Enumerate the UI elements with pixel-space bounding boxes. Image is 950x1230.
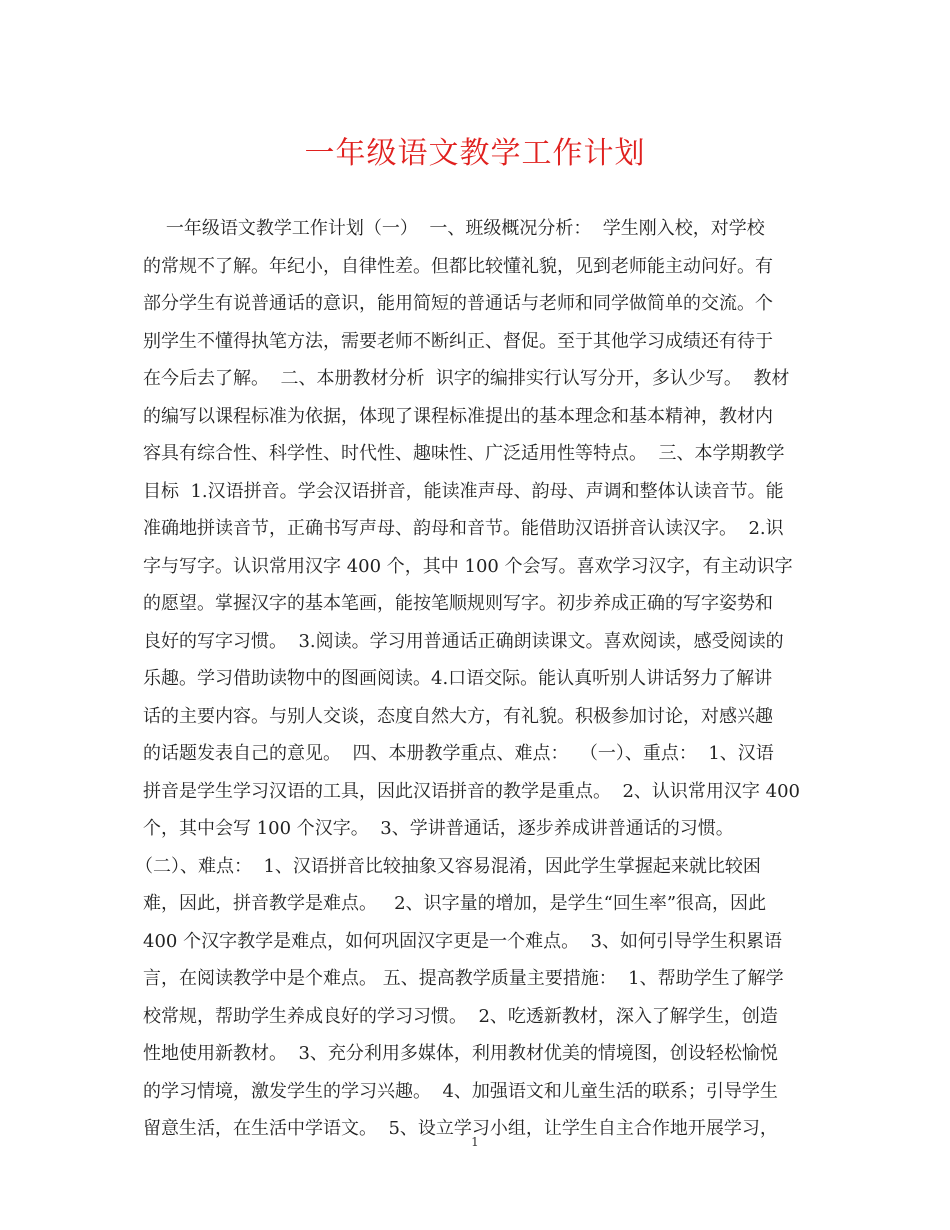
body-line: （二）、难点： 1、汉语拼音比较抽象又容易混淆，因此学生掌握起来就比较困: [135, 855, 761, 877]
body-line: 乐趣。学习借助读物中的图画阅读。4.口语交际。能认真听别人讲话努力了解讲: [143, 668, 773, 689]
body-line: 言，在阅读教学中是个难点。 五、提高教学质量主要措施： 1、帮助学生了解学: [143, 968, 784, 989]
body-line: 留意生活，在生活中学语文。 5、设立学习小组，让学生自主合作地开展学习，: [143, 1118, 778, 1139]
document-body: [135, 210, 811, 1148]
body-line: 在今后去了解。 二、本册教材分析 识字的编排实行认写分开，多认少写。 教材: [143, 368, 790, 389]
body-line: 的愿望。掌握汉字的基本笔画，能按笔顺规则写字。初步养成正确的写字姿势和: [143, 593, 773, 614]
body-line: 一年级语文教学工作计划（一） 一、班级概况分析： 学生刚入校，对学校: [143, 218, 765, 239]
body-line: 容具有综合性、科学性、时代性、趣味性、广泛适用性等特点。 三、本学期教学: [143, 443, 785, 464]
body-line: 校常规，帮助学生养成良好的学习习惯。 2、吃透新教材，深入了解学生，创造: [143, 1005, 778, 1027]
body-line: 的常规不了解。年纪小，自律性差。但都比较懂礼貌，见到老师能主动问好。有: [143, 255, 773, 277]
body-line: 话的主要内容。与别人交谈，态度自然大方，有礼貌。积极参加讨论，对感兴趣: [143, 705, 773, 727]
document-title: 一年级语文教学工作计划: [304, 136, 646, 171]
body-line: 性地使用新教材。 3、充分利用多媒体，利用教材优美的情境图，创设轻松愉悦: [143, 1043, 778, 1064]
body-line: 400 个汉字教学是难点，如何巩固汉字更是一个难点。 3、如何引导学生积累语: [143, 930, 782, 952]
body-line: 目标 1.汉语拼音。学会汉语拼音，能读准声母、韵母、声调和整体认读音节。能: [143, 480, 784, 502]
body-line: 个，其中会写 100 个汉字。 3、学讲普通话，逐步养成讲普通话的习惯。: [143, 818, 734, 839]
body-line: 拼音是学生学习汉语的工具，因此汉语拼音的教学是重点。 2、认识常用汉字 400: [143, 780, 800, 802]
body-line: 别学生不懂得执笔方法，需要老师不断纠正、督促。至于其他学习成绩还有待于: [143, 330, 773, 352]
body-line: 字与写字。认识常用汉字 400 个，其中 100 个会写。喜欢学习汉字，有主动识字: [143, 555, 793, 577]
page-number: 1: [471, 1135, 479, 1149]
body-line: 的学习情境，激发学生的学习兴趣。 4、加强语文和儿童生活的联系；引导学生: [143, 1080, 778, 1102]
body-line: 良好的写字习惯。 3.阅读。学习用普通话正确朗读课文。喜欢阅读，感受阅读的: [143, 630, 784, 652]
body-line: 的话题发表自己的意见。 四、本册教学重点、难点： （一）、重点： 1、汉语: [143, 743, 774, 764]
body-line: 难，因此，拼音教学是难点。 2、识字量的增加，是学生“回生率”很高，因此: [143, 893, 767, 914]
body-line: 的编写以课程标准为依据，体现了课程标准提出的基本理念和基本精神，教材内: [143, 405, 773, 427]
body-line: 准确地拼读音节，正确书写声母、韵母和音节。能借助汉语拼音认读汉字。 2.识: [143, 518, 784, 539]
body-line: 部分学生有说普通话的意识，能用简短的普通话与老师和同学做简单的交流。个: [143, 293, 773, 314]
